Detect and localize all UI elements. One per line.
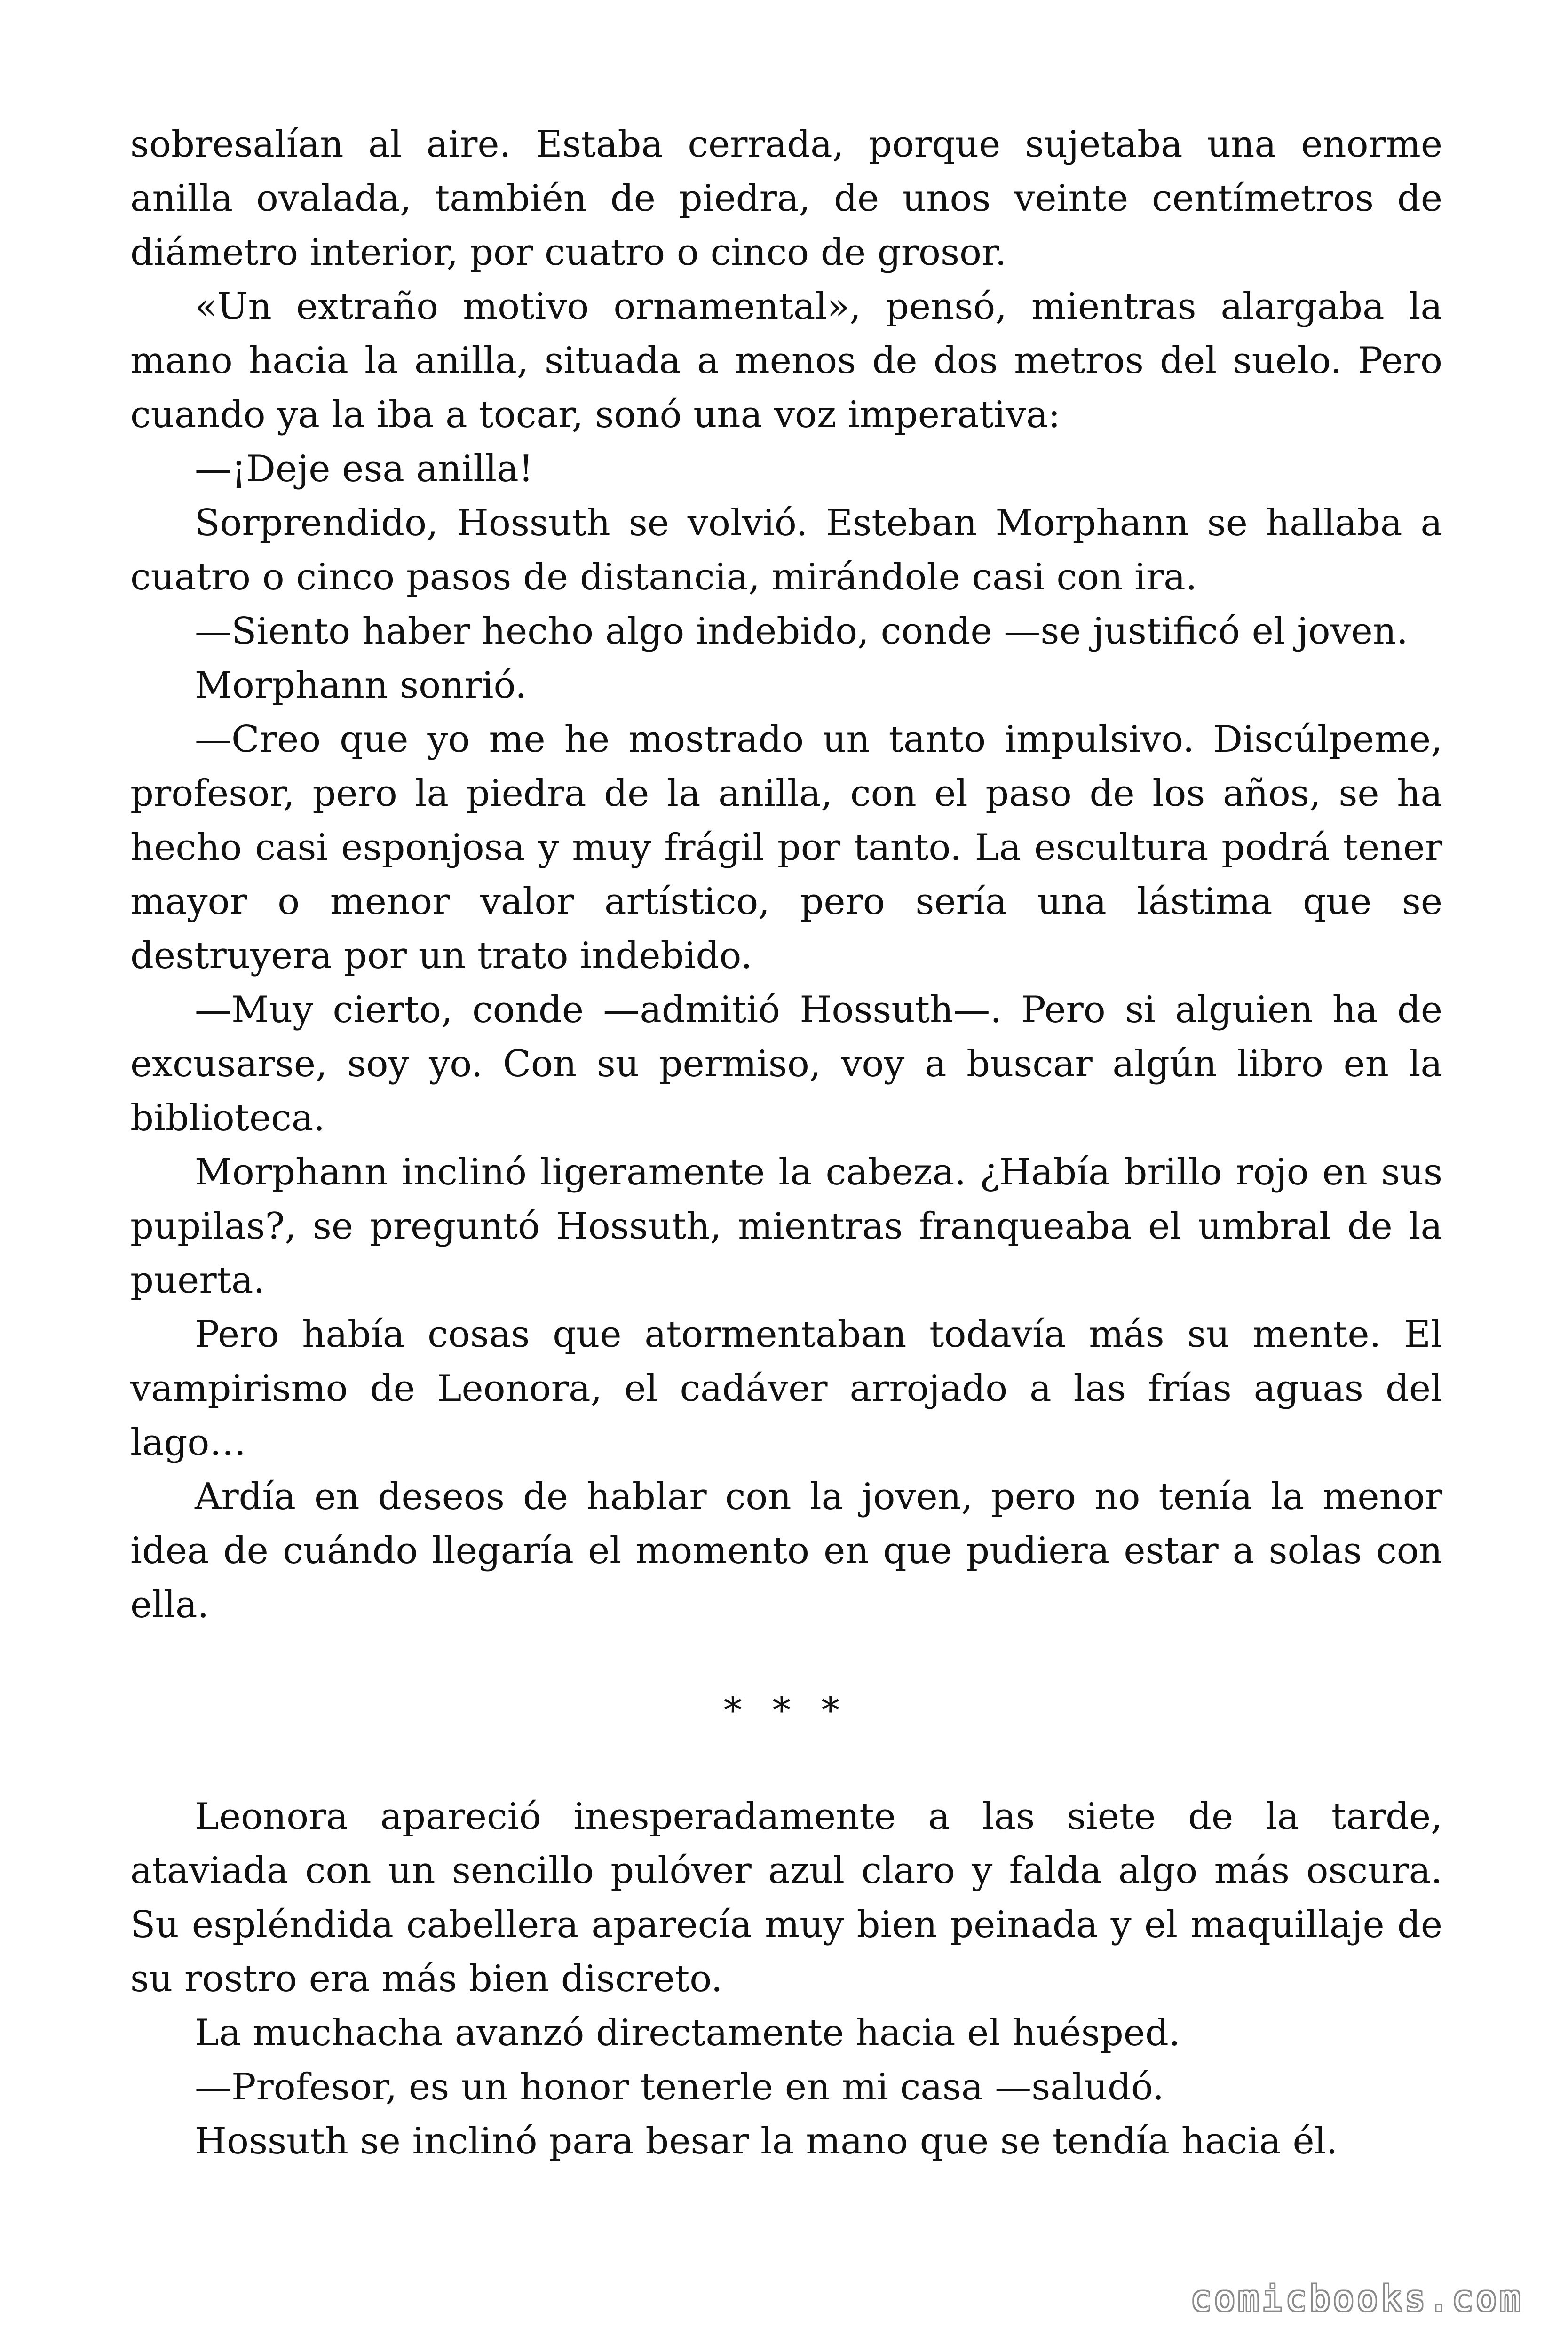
watermark-text: comicbooks.com xyxy=(1190,2279,1523,2319)
paragraph: sobresalían al aire. Estaba cerrada, porque sujetaba una enorme anilla ovalada, también de piedra, de unos veinte centímetros de diámetro interior, por cuatro o cinco de grosor. xyxy=(130,123,1442,274)
paragraph: —Siento haber hecho algo indebido, conde —se justificó el joven. xyxy=(195,610,1408,652)
paragraph: Morphann sonrió. xyxy=(195,664,527,707)
paragraph: Sorprendido, Hossuth se volvió. Esteban Morphann se hallaba a cuatro o cinco pasos de distancia, mirándole casi con ira. xyxy=(130,502,1442,598)
page-text xyxy=(130,118,1442,2169)
paragraph: —¡Deje esa anilla! xyxy=(195,448,534,490)
paragraph: La muchacha avanzó directamente hacia el huésped. xyxy=(195,2012,1180,2054)
paragraph: —Muy cierto, conde —admitió Hossuth—. Pero si alguien ha de excusarse, soy yo. Con su permiso, voy a buscar algún libro en la biblioteca. xyxy=(130,989,1442,1139)
paragraph: —Profesor, es un honor tenerle en mi casa —saludó. xyxy=(195,2066,1164,2108)
paragraph: Pero había cosas que atormentaban todavía más su mente. El vampirismo de Leonora, el cadáver arrojado a las frías aguas del lago… xyxy=(130,1313,1442,1464)
paragraph: Leonora apareció inesperadamente a las siete de la tarde, ataviada con un sencillo pulóver azul claro y falda algo más oscura. Su espléndida cabellera aparecía muy bien peinada y el maquillaje de su rostro era más bien discreto. xyxy=(130,1796,1442,2000)
paragraph: «Un extraño motivo ornamental», pensó, mientras alargaba la mano hacia la anilla, situada a menos de dos metros del suelo. Pero cuando ya la iba a tocar, sonó una voz imperativa: xyxy=(130,286,1442,436)
paragraph: —Creo que yo me he mostrado un tanto impulsivo. Discúlpeme, profesor, pero la piedra de la anilla, con el paso de los años, se ha hecho casi esponjosa y muy frágil por tanto. La escultura podrá tener mayor o menor valor artístico, pero sería una lástima que se destruyera por un trato indebido. xyxy=(130,718,1442,977)
section-separator: * * * xyxy=(723,1690,849,1732)
paragraph: Morphann inclinó ligeramente la cabeza. ¿Había brillo rojo en sus pupilas?, se preguntó Hossuth, mientras franqueaba el umbral de la puerta. xyxy=(130,1151,1442,1302)
paragraph: Hossuth se inclinó para besar la mano que se tendía hacia él. xyxy=(195,2120,1338,2162)
paragraph: Ardía en deseos de hablar con la joven, pero no tenía la menor idea de cuándo llegaría el momento en que pudiera estar a solas con ella. xyxy=(130,1476,1442,1626)
